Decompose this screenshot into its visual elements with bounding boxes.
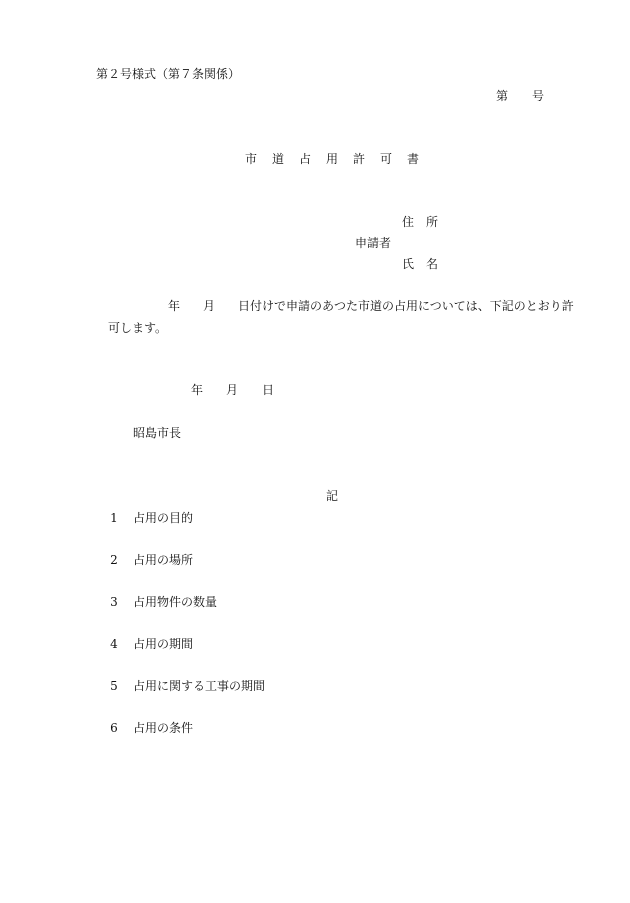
number-prefix: 第 [496,89,509,103]
title-char: 可 [380,152,393,166]
item-label: 占用の目的 [133,511,194,525]
body-text: 日付けで申請のあつた市道の占用については、下記のとおり許 [238,299,574,313]
title-char: 占 [299,152,312,166]
body-year: 年 [168,299,181,313]
item-label: 占用に関する工事の期間 [133,679,266,693]
item-label: 占用物件の数量 [133,595,218,609]
item-number: 4 [110,637,118,651]
title-char: 道 [272,152,285,166]
item-label: 占用の場所 [133,553,194,567]
item-label: 占用の条件 [133,721,194,735]
title-char: 許 [353,152,366,166]
item-label: 占用の期間 [133,637,194,651]
item-number: 2 [110,553,118,567]
issue-date-day: 日 [262,383,275,397]
body-month: 月 [203,299,216,313]
ki-heading: 記 [326,489,339,503]
title-char: 用 [326,152,339,166]
applicant-role-label: 申請者 [355,236,392,250]
body-text-line2: 可します。 [108,321,168,335]
item-number: 1 [110,511,118,525]
issuer-name: 昭島市長 [133,426,182,440]
form-label: 第２号様式（第７条関係） [96,67,241,81]
applicant-address-label: 住 所 [402,215,439,229]
issue-date-month: 月 [226,383,239,397]
item-number: 5 [110,679,118,693]
item-number: 6 [110,721,118,735]
applicant-name-label: 氏 名 [402,257,439,271]
title-char: 市 [245,152,258,166]
number-suffix: 号 [532,89,545,103]
issue-date-year: 年 [191,383,204,397]
item-number: 3 [110,595,118,609]
title-char: 書 [407,152,420,166]
